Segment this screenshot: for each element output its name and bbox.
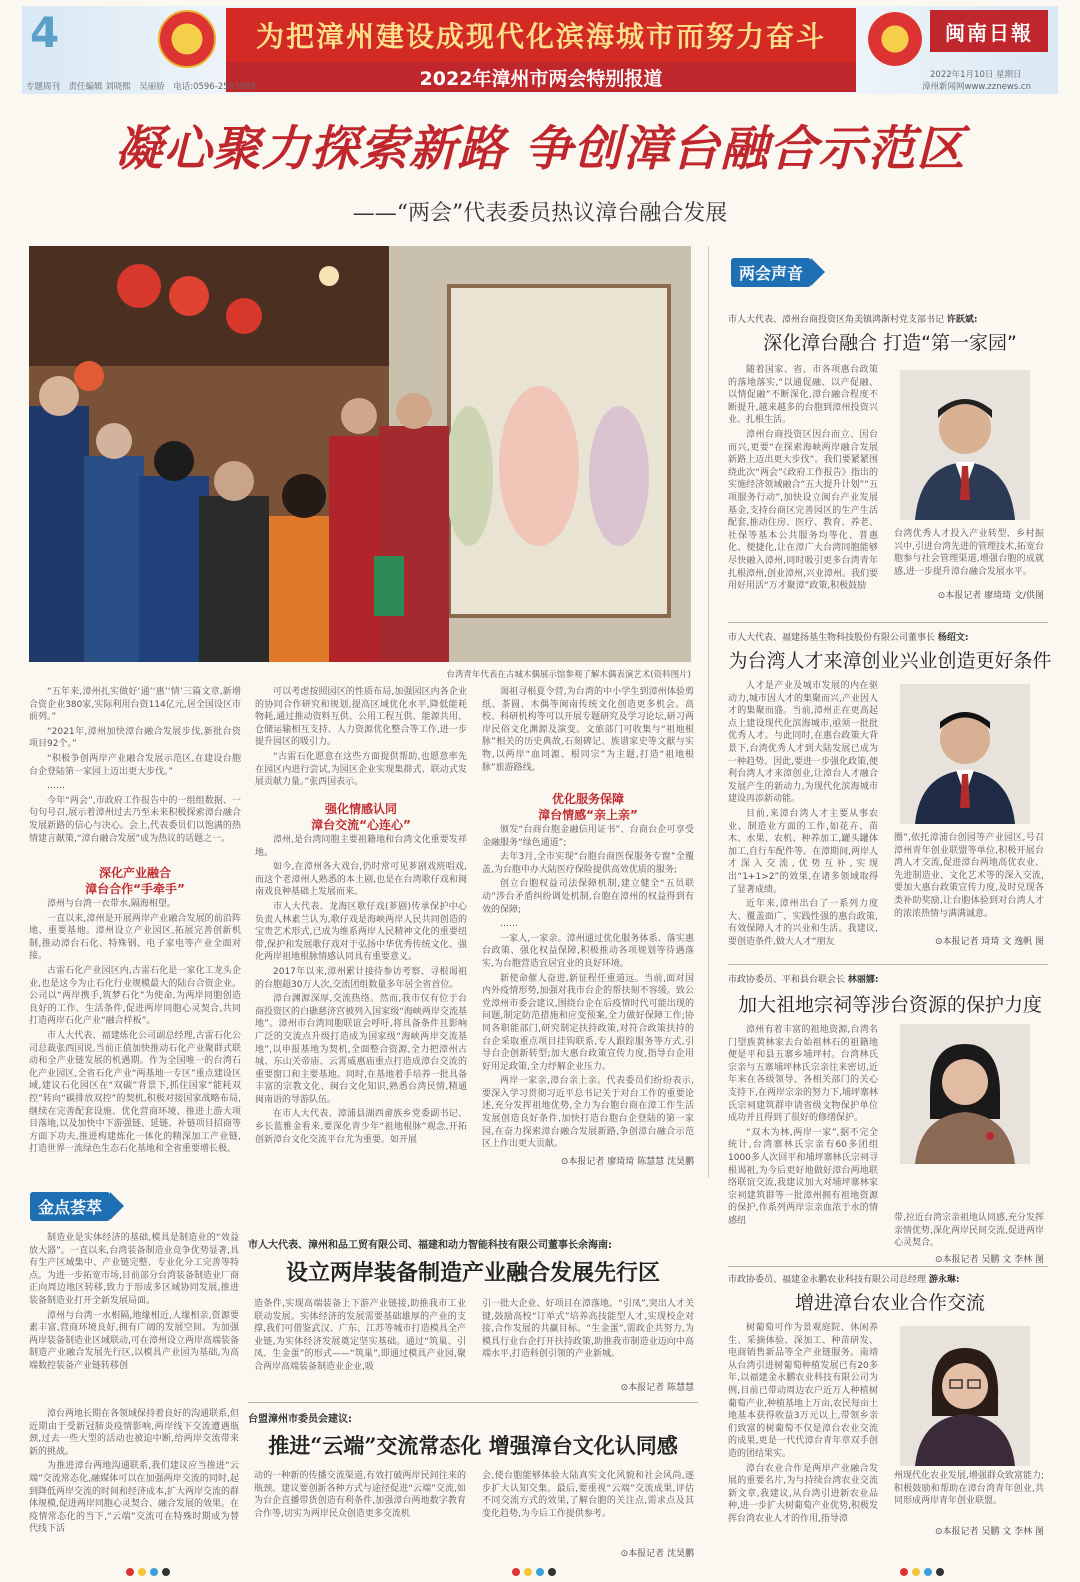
voice1-portrait: [900, 370, 1030, 520]
paragraph: 如今,在漳州各大戏台,仍时常可见芗剧戏班唱戏,而这个老漳州人熟悉的本土剧,也是在台湾歌仔戏和闽南戏良种基础上发展而来。: [255, 862, 467, 898]
gold-item1-colA: 造条件,实现高端装备上下游产业链接,助推我市工业联动发展。实体经济的发展需要基础雄厚的产业的支撑,我们可借鉴武汉、广东、江苏等城市打造模具全产业链,为实体经济发展奠定坚实基础。通过“筑巢、引凤、生金蛋”的形式——“筑巢”,即通过模具产业园,聚合两岸高端装备制造业企业,吸: [254, 1299, 466, 1372]
voice2-body: [728, 680, 878, 947]
gold-tag: 金点荟萃: [30, 1192, 110, 1221]
gold-item1-title: 设立两岸装备制造产业融合发展先行区: [285, 1260, 660, 1286]
color-registration-marks: [512, 1568, 572, 1578]
voice3-speaker-name: 林丽娜:: [847, 975, 879, 985]
gold-item2-colB: 会,使台胞能够体验大陆真实文化风貌和社会风尚,逐步扩大认知交集。最后,要重视“云端”交流成果,评估不同交流方式的效果,了解台胞的关注点,需求点及其变化趋势,为今后工作提供参考。: [482, 1471, 694, 1519]
emblem-left-icon: [158, 10, 216, 68]
gold-item2-speaker: 台盟漳州市委员会建议:: [248, 1414, 352, 1425]
emblem-right-icon: [868, 12, 922, 66]
article-col3-body: [482, 824, 694, 1154]
banner-title-box: [226, 8, 856, 62]
gold-intro2: [29, 1408, 239, 1560]
voice2-speaker: [728, 630, 1058, 643]
paragraph: “积极争创两岸产业融合发展示范区,在建设台胞台企登陆第一家园上迈出更大步伐。”: [29, 753, 241, 777]
voice3-speaker-title: 市政协委员、平和县台联会长: [728, 975, 846, 985]
gold-item2-reporter: ⊙本报记者 沈昊鹏: [620, 1549, 694, 1559]
paragraph: ……: [500, 919, 518, 930]
paragraph: 随着国家、省、市各项惠台政策的落地落实,“以通促融、以产促融、以情促融”不断深化,漳台融合程度不断提升,越来越多的台胞到漳州投资兴业、扎根生活。: [728, 365, 878, 426]
voice2-reporter: ⊙本报记者 琦琦 文 逸帆 图: [935, 937, 1044, 947]
paragraph: 颁发“台商台胞金融信用证书”、台商台企可享受金融服务“绿色通道”;: [482, 825, 694, 848]
paragraph: 漳州有着丰富的祖地资源,台湾名门望族黄林家去台始祖林石的祖籍地便是平和县五寨乡埔坪村。台湾林氏宗亲与五寨埔坪林氏宗亲往来密切,近年来在各级领导、各相关部门的关心支持下,在两岸宗亲的努力下,埔坪寨林氏宗祠建筑群申请省级文物保护单位成功并且得到了很好的修缮保护。: [728, 1025, 878, 1124]
voice2-body-tail: 圈”,依托漳浦台创园等产业园区,号召漳州青年创业联盟等单位,积极开展台湾人才交流,促进漳台两地高优农业、先进制造业、文化艺术等的深入交流,要加大惠台政策宣传力度,及时兑现各类补助奖励,让台胞体验到对台湾人才的浓浓热情与满满诚意。: [894, 833, 1044, 919]
subheading-1b: 漳台合作“手牵手”: [85, 882, 185, 896]
article-col3-top: [482, 686, 694, 786]
voice3-title: 加大祖地宗祠等涉台资源的保护力度: [737, 994, 1042, 1016]
paragraph: 市人大代表、福建炼化公司副总经理,古雷石化公司总裁张西国说,当前正值加快推动石化产业聚群式联动和全产业链发展的机遇期。作为全国唯一的台湾石化产业园区,全省石化产业“两基地一专区”重点建设区域,建议石化园区在“双碳”背景下,抓住国家“能耗双控”转向“碳排放双控”的契机,积极对接国家战略布局,继续在完善配套设施、优化营商环境、推进上游大项目落地,以及加快中下游强链、延链、补链项目招商等方面下功夫,推进构建炼化一体化的精深加工产业链,打造世界一流绿色生态石化基地和全省重要增长极。: [29, 1030, 241, 1155]
header-right-site: 漳州新闻网www.zznews.cn: [922, 82, 1031, 92]
voice2-speaker-title: 市人大代表、福建扬基生物科技股份有限公司董事长: [728, 633, 936, 643]
voice1-body: [728, 364, 878, 606]
paragraph: 一家人,一家亲。漳州通过优化服务体系、落实惠台政策、强化权益保障,积极推动各项规划等待遇落实,为台胞营造宜居宜业的良好环境。: [482, 933, 694, 969]
banner-subtitle-box: [226, 62, 856, 92]
voice1-body-tail: 台湾优秀人才投入产业转型、乡村振兴中,引进台湾先进的管理技术,拓宽台胞参与社会管理渠道,增强台胞的成就感,进一步提升漳台融合发展水平。: [894, 529, 1044, 577]
voice2-portrait: [900, 684, 1030, 824]
voice1-speaker-name: 许跃斌:: [946, 315, 978, 325]
paragraph: 漳州与台湾一水相隔,地缘相近,人缘相亲,资源要素丰富,营商环境良好,拥有广阔的发展空间。为加强两岸装备制造业区域联动,可在漳州设立两岸高端装备制造产业融合发展先行区,以模具产业园为基础,为高端数控装备产业链转移创: [29, 1310, 239, 1371]
main-reporter: ⊙本报记者 廖琦琦 陈慧慧 沈昊鹏: [560, 1157, 694, 1167]
paragraph: 为推进漳台两地沟通联系,我们建议应当推进“云端”交流常态化,融媒体可以在加强两岸交流的同时,起到降低两岸交流的时间和经济成本,扩大两岸交流的群体规模,促进两岸同胞心灵契合、融合发展的效果。在疫情常态化的当下,“云端”交流可在特殊时期成为替代线下活: [29, 1461, 239, 1535]
gold-item1-reporter: ⊙本报记者 陈慧慧: [620, 1383, 694, 1393]
gold-item1-colB: 引一批大企业、好项目在漳落地。“引凤”,突出人才关键,鼓励高校“订单式”培养高技能型人才,实现校企对接,合作发展的共赢目标。“生金蛋”,需政企共努力,为模具行业台企打开扶持政策,助推我市制造业迈向中高端水平,打造科创引领的产业新城。: [482, 1299, 694, 1360]
paper-name: 闽南日報: [945, 20, 1033, 45]
divider: [728, 964, 1048, 965]
paragraph: 漳台渊源深厚,交流热络。然而,我市仅有位于台商投资区的白礁慈济宫被列入国家级“海峡两岸交流基地”。漳州市台湾同胞联谊会呼吁,将具备条件且影响广泛的交流点升级打造成为国家级“海峡两岸交流基地”,以申报基地为契机,全面整合资源,全力把漳州古城、东山关帝庙、云霄威惠庙重点打造成漳台交流的重要窗口和主要基地。同时,在基地着手培养一批具备丰富的宗教文化、闽台文化知识,熟悉台湾民情,精通闽南语的导游队伍。: [255, 994, 467, 1105]
voice1-title: 深化漳台融合 打造“第一家园”: [763, 332, 1017, 354]
paragraph: 两岸一家亲,漳台亲上亲。代表委员们纷纷表示,要深入学习贯彻习近平总书记关于对台工作的重要论述,充分发挥祖地优势,全力为台胞台商在漳工作生活发展创造良好条件,加快打造台胞台企登陆的第一家园,在奋力探索漳台融合发展新路,争创漳台融合示范区上作出更大贡献。: [482, 1076, 694, 1150]
paragraph: 漳台农业合作是两岸产业融合发展的重要名片,为与持续台湾农业交流新文章,我建议,从台湾引进新农业品种,进一步扩大树葡萄产业优势,积极发挥台湾农业人才的作用,指导漳: [728, 1463, 878, 1524]
paragraph: 古雷石化产业园区内,古雷石化是一家化工龙头企业,也是这今为止石化行业规模最大的陆台合资企业。公司以“两岸携手,筑梦石化”为使命,为两岸同胞创造良好的工作、生活条件,促进两岸同胞心灵契合,共同打造两岸石化产业“融合样板”。: [29, 965, 241, 1027]
paragraph: 创立台胞权益司法保障机制,建立健全“五员联动”涉台矛盾纠纷调处机制,台胞在漳州的权益得到有效的保障;: [482, 879, 694, 915]
voice2-title: 为台湾人才来漳创业兴业创造更好条件: [728, 650, 1052, 672]
paragraph: ……: [47, 781, 65, 792]
sub-headline: ——“两会”代表委员热议漳台融合发展: [352, 201, 728, 226]
gold-item2-colA: 动的一种新的传播交流渠道,有效打破两岸民间往来的瓶颈。建议要创新各种方式与途径促进“云端”交流,如为台企直播带货创造有利条件,加强漳台两地数字教育合作等,切实为两岸民众创造更多交流机: [254, 1471, 466, 1519]
voice3-body: [728, 1024, 878, 1254]
paragraph: 市人大代表、龙海区歌仔戏(芗剧)传承保护中心负责人林素兰认为,歌仔戏是海峡两岸人民共同创造的宝贵艺术形式,已成为维系两岸人民精神文化的重要纽带,保护和发展歌仔戏对于弘扬中华优秀传统文化、强化两岸祖地根脉情感认同具有重要意义。: [255, 901, 467, 963]
divider: [248, 1402, 698, 1403]
paragraph: “2021年,漳州加快漳台融合发展步伐,新批台资项目92个。”: [29, 726, 241, 750]
voice3-body-tail: 带,拉近台湾宗亲祖地认同感,充分发挥亲情优势,深化两岸民间交流,促进两岸心灵契合。: [894, 1213, 1044, 1249]
paragraph: 漳州,是台湾同胞主要祖籍地和台湾文化重要发祥地。: [255, 835, 467, 858]
photo-caption: 台湾青年代表在古城木偶展示馆参观了解木偶表演艺术(资料图片): [446, 670, 691, 680]
article-col1-body: [29, 898, 241, 1168]
feature-photo-illustration: [29, 246, 691, 662]
paragraph: “五年来,漳州扎实做好‘通’‘惠’‘情’三篇文章,新增合资企业380家,实际利用台资114亿元,居全国设区市前列。”: [29, 687, 241, 723]
voice4-reporter: ⊙本报记者 吴鹏 文 李林 图: [935, 1527, 1044, 1537]
paragraph: 漳州与台湾一衣带水,隔海相望。: [47, 899, 176, 909]
header-right-date: 2022年1月10日 星期日: [930, 70, 1022, 80]
voice1-speaker: [728, 312, 1058, 325]
article-col2-body: [255, 834, 467, 1168]
paragraph: 制造业是实体经济的基础,模具是制造业的“效益放大器”。一直以来,台湾装备制造业竞争优势显著,具有生产区域集中、产业链完整、专业化分工完善等特点。为进一步拓宽市场,目前部分台湾装备制造业厂商正向周边地区转移,致力于形成多区域协同发展,推进装备制造业打开全新发展局面。: [29, 1233, 239, 1306]
paragraph: “古雷石化愿意在这些方面提供帮助,也愿意率先在园区内进行尝试,为园区企业实现集群式、联动式发展贡献力量。”张西国表示。: [255, 751, 467, 788]
paragraph: 谒祖寻根夏令营,为台湾的中小学生到漳州体验剪纸、茶圆、木偶等闽南传统文化创造更多机会。高校、科研机构等可以开展专题研究及学习论坛,研习两岸民俗文化渊源及演变。文旅部门可收集与“祖地根脉”相关的历史典故,石刻碑记、族谱家史等文献与实物,以两岸“血同源、根同宗”为主题,打造“祖地根脉”旅游路线。: [482, 687, 694, 773]
article-col2-top: [255, 686, 467, 796]
subheading-3b: 漳台情感“亲上亲”: [538, 808, 638, 822]
voice4-portrait: [900, 1326, 1030, 1466]
subheading-2a: 强化情感认同: [324, 802, 397, 816]
color-registration-marks: [126, 1568, 186, 1578]
voice3-speaker: [728, 972, 1058, 985]
voice3-portrait: [900, 1024, 1030, 1164]
paragraph: 漳台两地长期在各领域保持着良好的沟通联系,但近期由于受新冠肺炎疫情影响,两岸线下交流遭遇瓶颈,过去一些大型的活动也被迫中断,给两岸交流带来新的挑战。: [29, 1409, 239, 1457]
banner-title: 为把漳州建设成现代化滨海城市而努力奋斗: [255, 20, 826, 53]
divider: [728, 622, 1048, 623]
voice4-speaker-name: 游永琳:: [928, 1275, 960, 1285]
column-divider: [708, 246, 709, 1178]
paragraph: 近年来,漳州出台了一系列力度大、覆盖面广、实践性强的惠台政策,有效保障人才的兴业和生活。我建议,要创造条件,做大人才“朋友: [728, 899, 878, 947]
paragraph: 2017年以来,漳州累计接待参访考察、寻根谒祖的台胞超30万人次,交流团组数量多年居全省首位。: [255, 966, 467, 990]
voice2-speaker-name: 杨绍文:: [937, 633, 969, 643]
feature-photo: [29, 246, 691, 662]
subheading-1a: 深化产业融合: [98, 866, 171, 880]
paragraph: 今年“两会”,市政府工作报告中的一组组数据、一句句号召,展示着漳州过去乃至未来积极探索漳台融合发展新路的信心与决心。会上,代表委员们以饱满的热情建言献策,“漳台融合发展”成为热议的话题之一。: [29, 795, 241, 844]
voice1-speaker-title: 市人大代表、漳州台商投资区角美镇鸿渐村党支部书记: [728, 315, 945, 325]
paragraph: 目前,来漳台湾人才主要从事农业、制造业方面的工作,如花卉、苗木、水果、农机、种养加工,罐头罐体加工,自行车配件等。在漳期间,两岸人才深入交流,优势互补,实现出“1+1>2”的效果,在诸多领域取得了显著成绩。: [728, 808, 878, 895]
gold-intro: [29, 1232, 239, 1394]
paragraph: 新使命催人奋进,新征程任重道远。当前,面对国内外疫情形势,加强对我市台企的帮扶刻不容缓。致公党漳州市委会建议,围绕台企在后疫情时代可能出现的问题,制定防范措施和应变预案,全力做好保障工作;协同各职能部门,研究制定扶持政策,对符合政策扶持的台企采取重点项目挂钩联系,专人跟踪服务等方式,引导台企创新转型;加大惠台政策宣传力度,指导台企用好用足政策,全力纾解企业压力。: [482, 973, 694, 1072]
header-left-meta: 专题周刊 责任编辑 刘晓熙 吴丽娇 电话:0596-2593088: [26, 82, 256, 92]
voices-tag: 两会声音: [731, 258, 811, 287]
article-col1-top: [29, 686, 241, 864]
paragraph: 在市人大代表、漳浦县湖西畲族乡党委副书记、乡长蓝雅金看来,要深化青少年“祖地根脉”观念,开拓创新漳台文化交流平台尤为重要。如开展: [255, 1109, 467, 1145]
paragraph: “双木为林,两岸一家”,据不完全统计,台湾寨林氏宗亲有60多团组1000多人次回平和埔坪寨林氏宗祠寻根谒祖,为今后更好地做好漳台两地联络联谊交流,我建议加大对埔坪寨林家宗祠建筑群等一批漳州拥有祖地资源的保护,作系列两岸宗亲血浓于水的情感纽: [728, 1127, 878, 1226]
banner-subtitle: 2022年漳州市两会特别报道: [419, 67, 663, 90]
voice4-body-tail: 州现代化农业发展,增强群众致富能力;积极鼓励和帮助在漳台湾青年创业,共同形成两岸青年创业联盟。: [894, 1471, 1044, 1507]
color-registration-marks: [900, 1568, 960, 1578]
page-number: 4: [30, 8, 60, 57]
voice4-body: [728, 1322, 878, 1562]
voice4-speaker: [728, 1272, 1058, 1285]
paragraph: 漳州台商投资区因台而立、因台而兴,更要“在探索海峡两岸融合发展新路上迈出更大步伐”。我们要紧紧围绕此次“两会”《政府工作报告》指出的实施经济领域融合“五大提升计划”“五项服务行动”,加快设立闽台产业发展基金,支持台商区完善园区的生产生活配套,推动住房、医疗、教育、养老、社保等基本公共服务均等化、普惠化、便捷化,让在漳广大台湾同胞能够尽快融入漳州,同时吸引更多台湾青年扎根漳州,创业漳州,兴业漳州。我们要用好用活“万才聚漳”政策,积极鼓励: [728, 429, 878, 592]
paragraph: 去年3月,全市实现“台胞台商医保服务专窗”全覆盖,为台胞申办大陆医疗保险提供高效优质的服务;: [482, 852, 694, 875]
paragraph: 树葡萄可作为景观庭院、休闲养生、采摘体验、深加工、种苗研发、电商销售新品等全产业链服务。南靖从台湾引进树葡萄种植发展已有20多年,以福建金永鹏农业科技有限公司为例,目前已带动周边农户近万人种植树葡萄产业,种植基地上万亩,农民每亩土地基本获得收益3万元以上,带领乡亲们致富的树葡萄不仅是漳台农业交流的成果,更是一代代漳台青年章双手创造的团结果实。: [728, 1323, 878, 1459]
paragraph: 可以考虑按照园区的性质布局,加强园区内各企业的协同合作研究和规划,提高区域优化水平,降低能耗物耗,通过推动资料互供、公用工程互供、能源共用、仓储运输相互支持、人力资源优化整合等工作,进一步提升园区的吸引力。: [255, 687, 467, 748]
divider: [728, 1266, 1048, 1267]
gold-item2-title: 推进“云端”交流常态化 增强漳台文化认同感: [268, 1433, 678, 1458]
voice1-reporter: ⊙本报记者 廖琦琦 文/供图: [937, 591, 1044, 601]
gold-item1-speaker: 市人大代表、漳州和品工贸有限公司、福建和动力智能科技有限公司董事长余海南:: [248, 1240, 612, 1251]
subheading-3a: 优化服务保障: [551, 792, 624, 806]
main-headline: 凝心聚力探索新路 争创漳台融合示范区: [114, 121, 966, 177]
voice4-speaker-title: 市政协委员、福建金永鹏农业科技有限公司总经理: [728, 1275, 927, 1285]
paragraph: 人才是产业及城市发展的内在驱动力,城市因人才的集聚而兴,产业因人才的集聚而盛。当前,漳州正在更高起点上建设现代化滨海城市,亟须一批批优秀人才。与此同时,在惠台政策大背景下,台湾优秀人才到大陆发展已成为一种趋势。因此,要进一步强化政策,便利台湾人才来漳创业,让漳台人才融合发展产生的新动力,为现代化滨海城市建设再添新动能。: [728, 681, 878, 805]
paper-name-box: [930, 10, 1048, 52]
paragraph: 一直以来,漳州是开展两岸产业融合发展的前沿阵地、重要基地。漳州设立产业园区,拓展完善创新机制,推动漳台石化、特殊钢、电子家电等产业全面对接。: [29, 913, 241, 962]
voice3-reporter: ⊙本报记者 吴鹏 文 李林 图: [935, 1255, 1044, 1265]
voice4-title: 增进漳台农业合作交流: [794, 1292, 985, 1314]
subheading-2b: 漳台交流“心连心”: [311, 818, 411, 832]
